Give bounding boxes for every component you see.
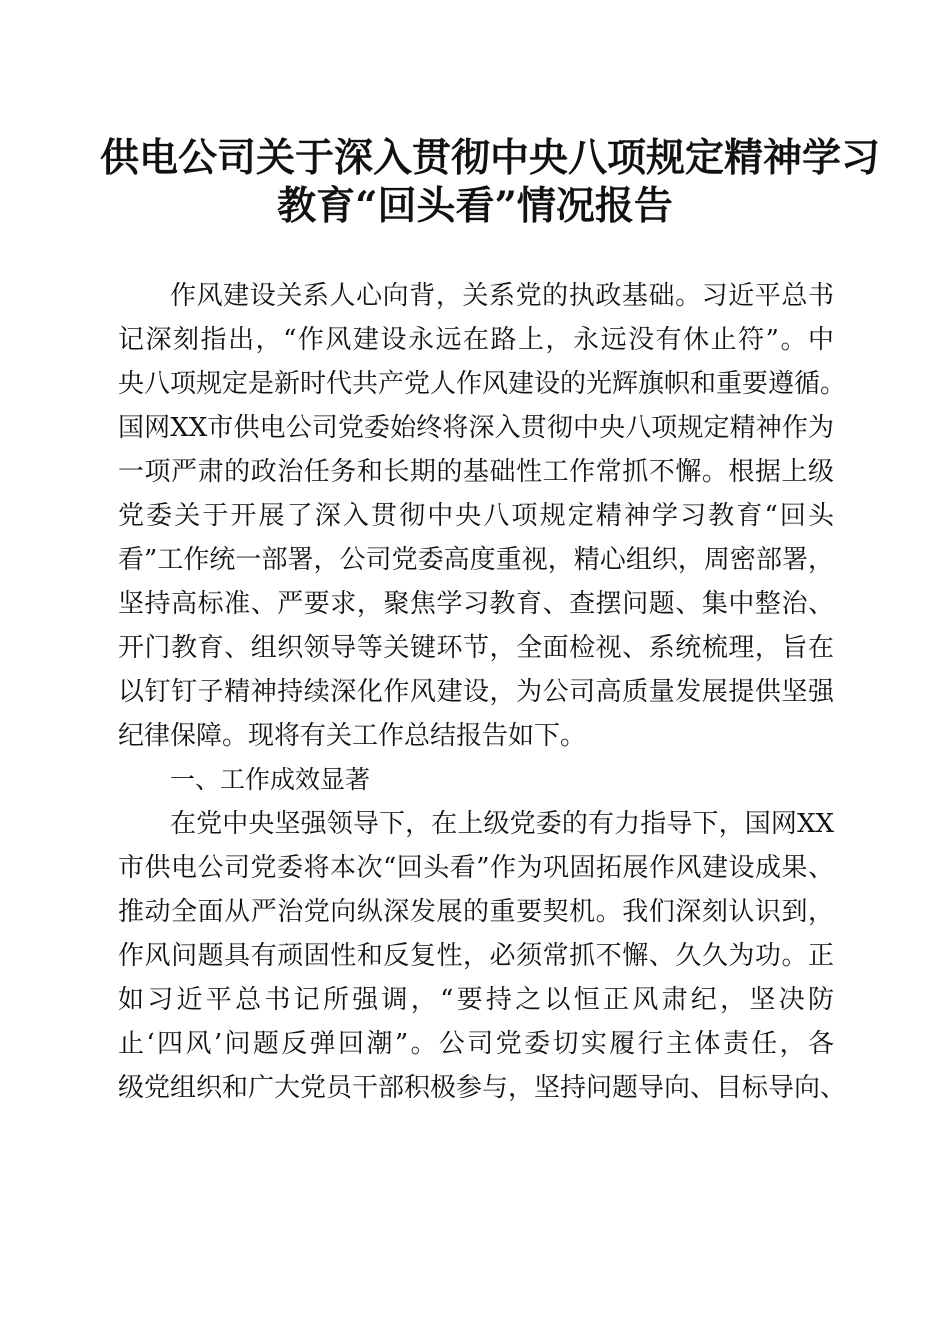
paragraph-2-line: 在党中央坚强领导下，在上级党委的有力指导下，国网XX: [170, 809, 834, 839]
paragraph-1-line: 开门教育、组织领导等关键环节，全面检视、系统梳理，旨在: [118, 633, 834, 663]
paragraph-2-line: 级党组织和广大党员干部积极参与，坚持问题导向、目标导向、: [118, 1073, 847, 1103]
section-heading: 一、工作成效显著: [170, 765, 371, 794]
paragraph-2-line: 止‘四风’问题反弹回潮”。公司党委切实履行主体责任，各: [118, 1029, 834, 1059]
paragraph-2-line: 如习近平总书记所强调，“要持之以恒正风肃纪，坚决防: [118, 985, 834, 1015]
paragraph-1-line: 记深刻指出，“作风建设永远在路上，永远没有休止符”。中: [118, 325, 834, 355]
document-title-line-2: 教育“回头看”情况报告: [277, 183, 673, 229]
paragraph-1-line: 党委关于开展了深入贯彻中央八项规定精神学习教育“回头: [118, 501, 834, 531]
paragraph-1-line: 一项严肃的政治任务和长期的基础性工作常抓不懈。根据上级: [118, 457, 834, 487]
document-title-line-1: 供电公司关于深入贯彻中央八项规定精神学习: [100, 135, 881, 181]
paragraph-1-line: 纪律保障。现将有关工作总结报告如下。: [118, 721, 587, 751]
paragraph-1-line: 国网XX市供电公司党委始终将深入贯彻中央八项规定精神作为: [118, 413, 834, 443]
paragraph-2-line: 市供电公司党委将本次“回头看”作为巩固拓展作风建设成果、: [118, 853, 834, 883]
paragraph-2-line: 推动全面从严治党向纵深发展的重要契机。我们深刻认识到，: [118, 897, 834, 927]
paragraph-1-line: 看”工作统一部署，公司党委高度重视，精心组织，周密部署，: [118, 545, 834, 575]
paragraph-1-line: 作风建设关系人心向背，关系党的执政基础。习近平总书: [170, 281, 834, 311]
paragraph-1-line: 坚持高标准、严要求，聚焦学习教育、查摆问题、集中整治、: [118, 589, 834, 619]
paragraph-1-line: 以钉钉子精神持续深化作风建设，为公司高质量发展提供坚强: [118, 677, 834, 707]
paragraph-2-line: 作风问题具有顽固性和反复性，必须常抓不懈、久久为功。正: [118, 941, 834, 971]
paragraph-1-line: 央八项规定是新时代共产党人作风建设的光辉旗帜和重要遵循。: [118, 369, 847, 399]
